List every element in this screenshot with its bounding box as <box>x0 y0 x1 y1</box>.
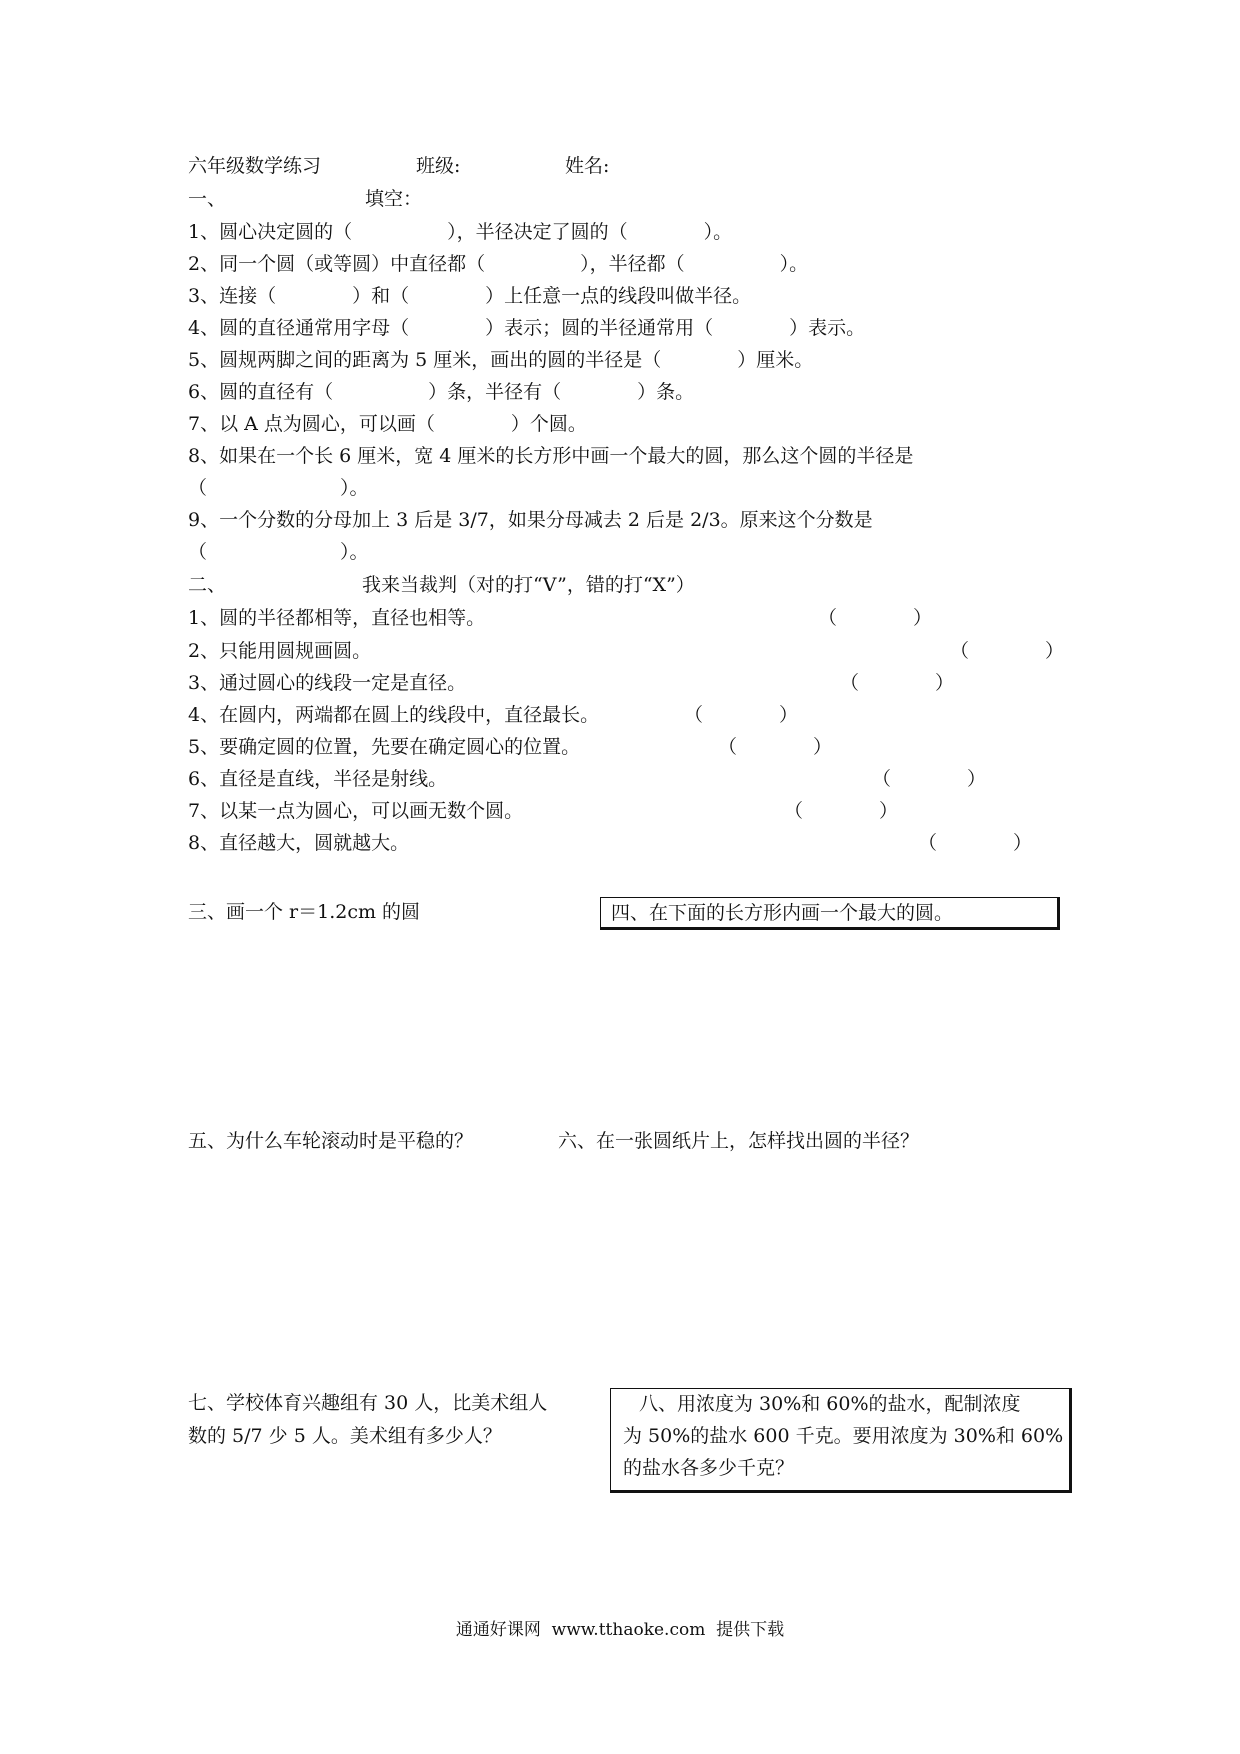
section8-line1: 八、用浓度为 30%和 60%的盐水，配制浓度 <box>639 1393 1021 1415</box>
judge-paren-5: （ ） <box>718 736 833 758</box>
section1-heading: 填空： <box>365 188 423 210</box>
judge-paren-3: （ ） <box>840 672 955 694</box>
fill-item-2: 2、同一个圆（或等圆）中直径都（ ），半径都（ ）。 <box>188 253 809 275</box>
fill-item-3: 3、连接（ ）和（ ）上任意一点的线段叫做半径。 <box>188 285 752 307</box>
judge-item-4: 4、在圆内，两端都在圆上的线段中，直径最长。 <box>188 704 600 726</box>
section6-prompt: 六、在一张圆纸片上，怎样找出圆的半径？ <box>558 1130 920 1152</box>
judge-paren-6: （ ） <box>872 768 987 790</box>
section4-prompt: 四、在下面的长方形内画一个最大的圆。 <box>611 902 954 924</box>
section3-prompt: 三、画一个 r＝1.2cm 的圆 <box>188 901 421 923</box>
judge-item-7: 7、以某一点为圆心，可以画无数个圆。 <box>188 800 524 822</box>
judge-paren-7: （ ） <box>784 800 899 822</box>
fill-item-7: 7、以 A 点为圆心，可以画（ ）个圆。 <box>188 413 587 435</box>
section5-prompt: 五、为什么车轮滚动时是平稳的？ <box>188 1130 474 1152</box>
fill-item-8-line1: 8、如果在一个长 6 厘米，宽 4 厘米的长方形中画一个最大的圆，那么这个圆的半径是 <box>188 445 914 467</box>
section2-heading: 我来当裁判（对的打“V”，错的打“X”） <box>362 574 695 596</box>
judge-paren-4: （ ） <box>684 704 799 726</box>
fill-item-5: 5、圆规两脚之间的距离为 5 厘米，画出的圆的半径是（ ）厘米。 <box>188 349 814 371</box>
section8-line3: 的盐水各多少千克？ <box>623 1457 795 1479</box>
fill-item-9-line2: （ ）。 <box>188 541 369 563</box>
judge-paren-8: （ ） <box>918 832 1033 854</box>
fill-item-4: 4、圆的直径通常用字母（ ）表示；圆的半径通常用（ ）表示。 <box>188 317 866 339</box>
fill-item-9-line1: 9、一个分数的分母加上 3 后是 3/7，如果分母减去 2 后是 2/3。原来这个分数是 <box>188 509 873 531</box>
judge-item-6: 6、直径是直线，半径是射线。 <box>188 768 448 790</box>
judge-item-2: 2、只能用圆规画圆。 <box>188 640 372 662</box>
section2-number: 二、 <box>188 574 227 596</box>
section4-box <box>600 897 1060 930</box>
judge-item-8: 8、直径越大，圆就越大。 <box>188 832 410 854</box>
section8-line2: 为 50%的盐水 600 千克。要用浓度为 30%和 60% <box>623 1425 1064 1447</box>
class-label: 班级: <box>416 155 461 177</box>
fill-item-8-line2: （ ）。 <box>188 477 369 499</box>
section8-box <box>610 1388 1072 1493</box>
name-label: 姓名: <box>565 155 610 177</box>
section7-line2: 数的 5/7 少 5 人。美术组有多少人？ <box>188 1425 502 1447</box>
worksheet-title: 六年级数学练习 <box>188 155 322 177</box>
footer-credit: 通通好课网 www.tthaoke.com 提供下载 <box>455 1620 785 1640</box>
judge-item-5: 5、要确定圆的位置，先要在确定圆心的位置。 <box>188 736 581 758</box>
fill-item-1: 1、圆心决定圆的（ ），半径决定了圆的（ ）。 <box>188 221 733 243</box>
section1-number: 一、 <box>188 188 227 210</box>
judge-item-3: 3、通过圆心的线段一定是直径。 <box>188 672 467 694</box>
judge-item-1: 1、圆的半径都相等，直径也相等。 <box>188 607 486 629</box>
section7-line1: 七、学校体育兴趣组有 30 人，比美术组人 <box>188 1392 548 1414</box>
judge-paren-2: （ ） <box>950 640 1065 662</box>
fill-item-6: 6、圆的直径有（ ）条，半径有（ ）条。 <box>188 381 695 403</box>
judge-paren-1: （ ） <box>818 607 933 629</box>
